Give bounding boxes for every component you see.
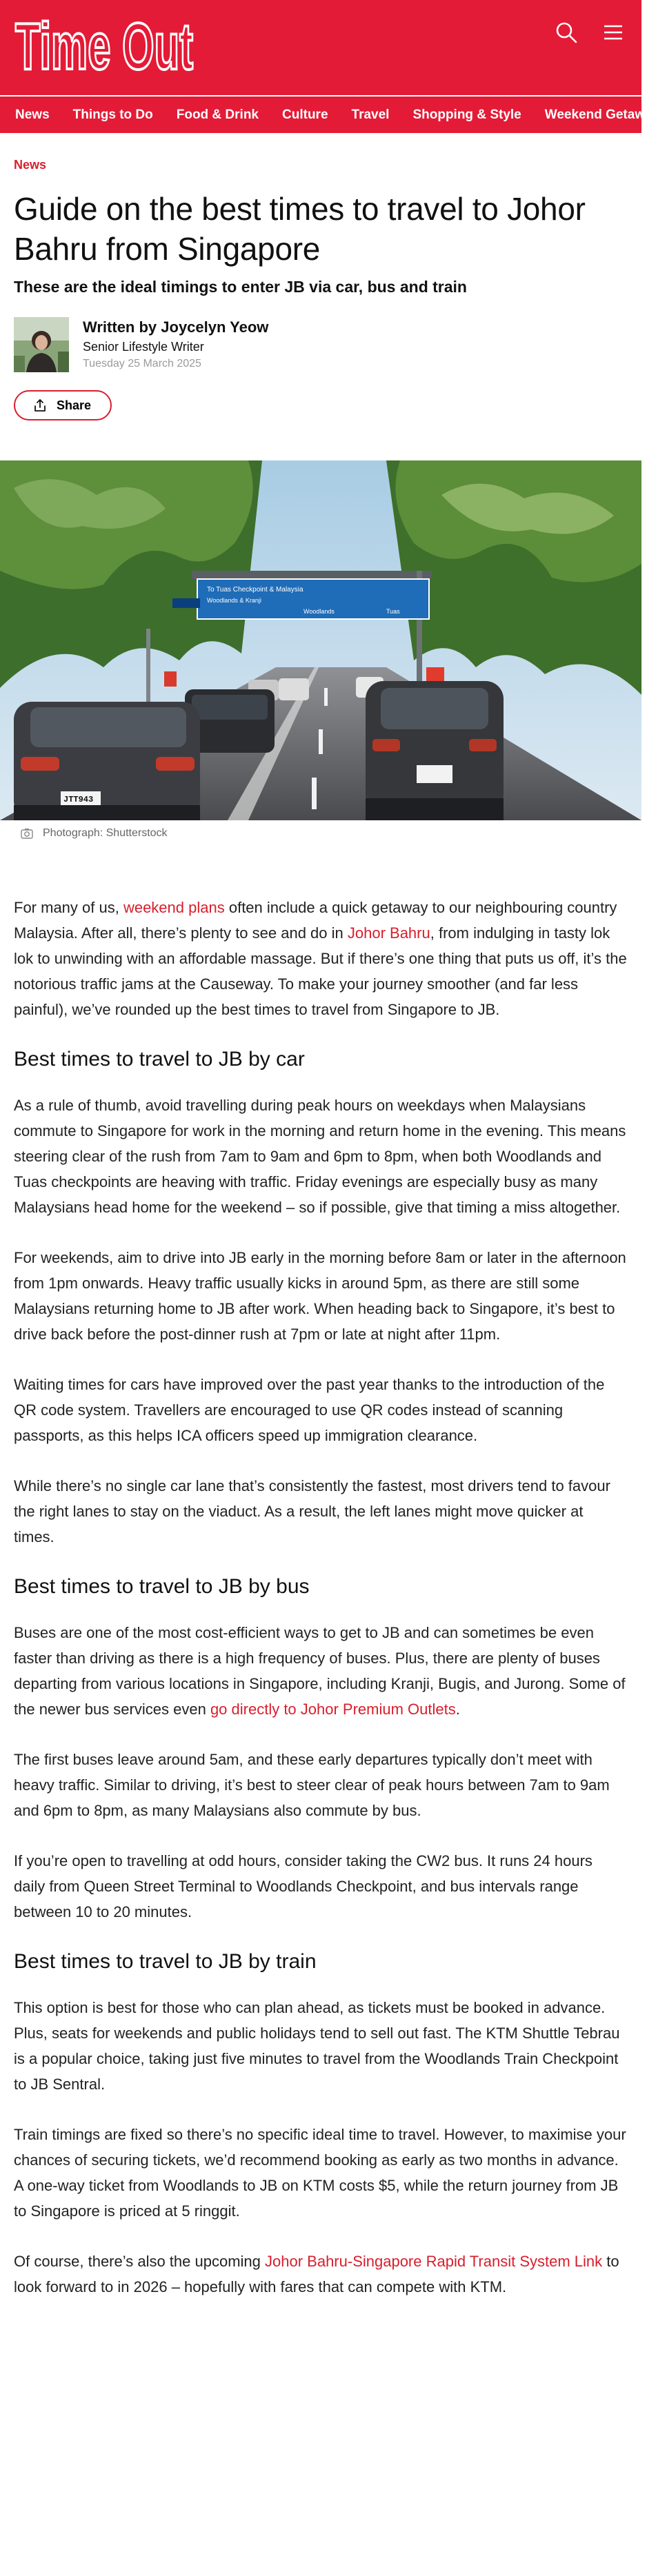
svg-text:Time Out: Time Out [15,10,193,83]
text-segment: , from indulging in tasty lok lok to unwinding with an affordable massage. But if there’s one thing that puts us off, it’s the notorious traffic jams at the Causeway. To make your journey smoother (and far less painful), we’ve rounded up the best times to travel from Singapore to JB. [14,924,627,1018]
heading-car: Best times to travel to JB by car [14,1048,305,1071]
paragraph-rts-link [14,2249,628,2300]
text-segment: . [455,1701,460,1718]
svg-text:Woodlands & Kranji: Woodlands & Kranji [207,597,261,604]
hero-image [0,460,641,820]
link-johor-bahru[interactable]: Johor Bahru [347,924,430,942]
paragraph-train-intro: This option is best for those who can plan ahead, as tickets must be booked in advance. Plus, seats for weekends and public holidays tend to sell out fast. The KTM Shuttle Tebrau is a popular choice, taking just five minutes to travel from the Woodlands Train Checkpoint to JB Sentral. [14,1999,620,2093]
paragraph-train-timing: Train timings are fixed so there’s no specific ideal time to travel. However, to maximise your chances of securing tickets, we’d recommend booking as early as two months in advance. A one-way ticket from Woodlands to JB on KTM costs $5, while the return journey from JB to Singapore is priced at 5 ringgit. [14,2126,626,2220]
svg-text:To Tuas Checkpoint & Malaysia: To Tuas Checkpoint & Malaysia [207,586,303,594]
nav-item-food-drink[interactable]: Food & Drink [176,107,259,122]
site-header [0,0,641,95]
heading-bus: Best times to travel to JB by bus [14,1575,310,1598]
text-segment: Of course, there’s also the upcoming [14,2253,266,2270]
share-label: Share [57,398,92,412]
article-category-link[interactable]: News [14,158,47,172]
article-subtitle: These are the ideal timings to enter JB via car, bus and train [14,278,467,296]
share-icon [33,398,47,412]
paragraph-car-qr: Waiting times for cars have improved over the past year thanks to the introduction of the QR code system. Travellers are encouraged to use QR codes instead of scanning passports, as this helps ICA officers speed up immigration clearance. [14,1376,605,1444]
text-segment: Buses are one of the most cost-efficient ways to get to JB and can sometimes be even faster than driving as there is a high frequency of buses. Plus, there are plenty of buses departing from various locations in Singapore, including Kranji, Bugis, and Jurong. Some of the newer bus services even [14,1624,626,1718]
paragraph-car-weekends: For weekends, aim to drive into JB early in the morning before 8am or later in the afternoon from 1pm onwards. Heavy traffic usually kicks in around 5pm, as there are still some Malaysians returning home to JB after work. When heading back to Singapore, it’s best to drive back before the post-dinner rush at 7pm or late at night after 11pm. [14,1249,626,1343]
link-rts-link[interactable]: Johor Bahru-Singapore Rapid Transit System Link [265,2253,603,2270]
paragraph-bus-intro [14,1620,628,1722]
image-caption [0,820,641,846]
link-weekend-plans[interactable]: weekend plans [123,899,225,916]
heading-train: Best times to travel to JB by train [14,1950,317,1973]
author-role: Senior Lifestyle Writer [83,340,204,354]
camera-icon [21,828,33,839]
nav-item-travel[interactable]: Travel [351,107,390,122]
share-button[interactable] [14,390,112,420]
paragraph-bus-cw2: If you’re open to travelling at odd hours, consider taking the CW2 bus. It runs 24 hours daily from Queen Street Terminal to Woodlands Checkpoint, and bus intervals range between 10 to 20 minutes. [14,1852,593,1920]
text-segment: often include a quick getaway to our neighbouring country Malaysia. After all, there’s plenty to see and do in [14,899,617,942]
paragraph-car-lanes: While there’s no single car lane that’s consistently the fastest, most drivers tend to favour the right lanes to stay on the viaduct. As a result, the left lanes might move quicker at times. [14,1477,610,1545]
hamburger-menu-icon[interactable] [601,21,625,44]
nav-item-weekend-getaways[interactable]: Weekend Getaways [544,107,667,122]
nav-item-culture[interactable]: Culture [282,107,328,122]
category-nav [0,95,667,133]
author-name[interactable]: Written by Joycelyn Yeow [83,318,269,336]
search-icon[interactable] [555,21,578,44]
paragraph-intro [14,895,628,1022]
text-segment: For many of us, [14,899,123,916]
byline-text [83,317,268,372]
byline [14,317,628,372]
text-segment: to look forward to in 2026 – hopefully with fares that can compete with KTM. [14,2253,619,2295]
nav-item-things-to-do[interactable]: Things to Do [72,107,153,122]
svg-text:Tuas: Tuas [386,608,400,615]
nav-item-news[interactable]: News [15,107,50,122]
article-header [0,133,641,420]
svg-text:JTT943: JTT943 [63,795,94,804]
article-title: Guide on the best times to travel to Johor Bahru from Singapore [14,191,586,267]
paragraph-car-weekdays: As a rule of thumb, avoid travelling during peak hours on weekdays when Malaysians commute to Singapore for work in the morning and return home in the evening. This means steering clear of the rush from 7am to 9am and 6pm to 8pm, when both Woodlands and Tuas checkpoints are heaving with traffic. Friday evenings are especially busy as many Malaysians head home for the weekend – so if possible, give that timing a miss altogether. [14,1097,626,1216]
caption-text: Photograph: Shutterstock [43,827,168,839]
publish-date: Tuesday 25 March 2025 [83,358,201,369]
nav-item-shopping-style[interactable]: Shopping & Style [412,107,521,122]
author-avatar[interactable] [14,317,69,372]
header-actions [555,21,625,44]
timeout-logo[interactable] [11,10,197,81]
svg-text:Woodlands: Woodlands [303,608,335,615]
link-johor-premium-outlets[interactable]: go directly to Johor Premium Outlets [210,1701,456,1718]
article-body [0,846,641,2300]
paragraph-bus-timing: The first buses leave around 5am, and these early departures typically don’t meet with heavy traffic. Similar to driving, it’s best to steer clear of peak hours between 7am to 9am and 6pm to 8pm, as many Malaysians also commute by bus. [14,1751,610,1819]
